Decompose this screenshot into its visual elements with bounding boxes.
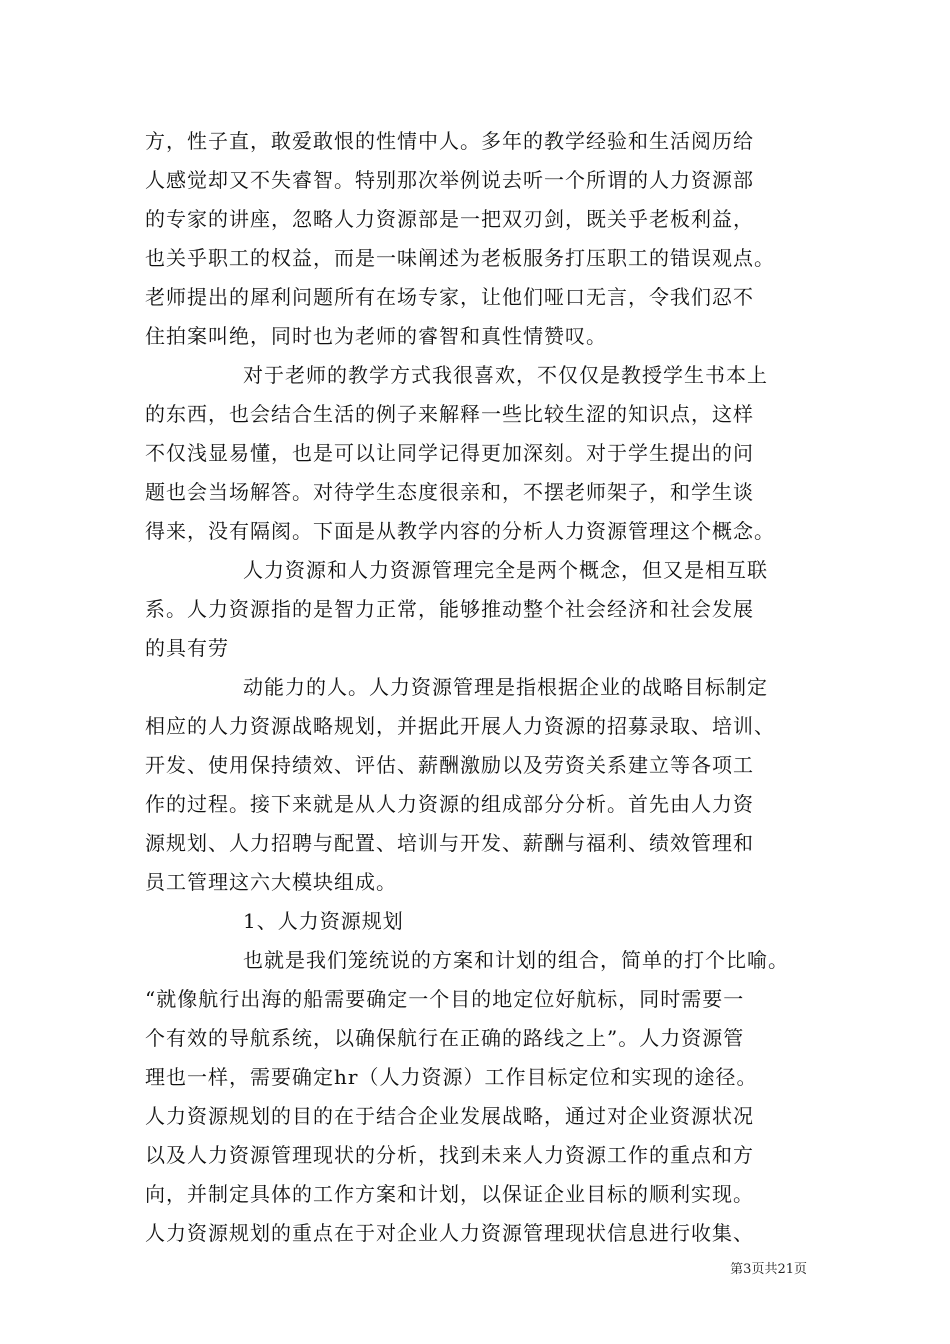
text-line: 向，并制定具体的工作方案和计划，以保证企业目标的顺利实现。 xyxy=(145,1182,754,1206)
paragraph-start-line: 人力资源和人力资源管理完全是两个概念，但又是相互联 xyxy=(243,558,768,582)
text-line: 相应的人力资源战略规划，并据此开展人力资源的招募录取、培训、 xyxy=(145,714,775,738)
text-line: 的具有劳 xyxy=(145,636,229,660)
text-line: 住拍案叫绝，同时也为老师的睿智和真性情赞叹。 xyxy=(145,324,607,348)
text-line: 源规划、人力招聘与配置、培训与开发、薪酬与福利、绩效管理和 xyxy=(145,831,754,855)
text-line: 也关乎职工的权益，而是一味阐述为老板服务打压职工的错误观点。 xyxy=(145,246,775,270)
text-line: 作的过程。接下来就是从人力资源的组成部分分析。首先由人力资 xyxy=(145,792,754,816)
text-line: 人力资源规划的目的在于结合企业发展战略，通过对企业资源状况 xyxy=(145,1104,754,1128)
text-line: 的专家的讲座，忽略人力资源部是一把双刃剑，既关乎老板利益， xyxy=(145,207,754,231)
page-number-footer: 第3页共21页 xyxy=(730,1262,807,1277)
paragraph-start-line: 动能力的人。人力资源管理是指根据企业的战略目标制定 xyxy=(243,675,768,699)
text-line: 方，性子直，敢爱敢恨的性情中人。多年的教学经验和生活阅历给 xyxy=(145,129,754,153)
text-line: 老师提出的犀利问题所有在场专家，让他们哑口无言，令我们忍不 xyxy=(145,285,754,309)
paragraph-start-line: 对于老师的教学方式我很喜欢，不仅仅是教授学生书本上 xyxy=(243,363,768,387)
paragraph-start-line: 也就是我们笼统说的方案和计划的组合，简单的打个比喻。 xyxy=(243,948,789,972)
text-line: 以及人力资源管理现状的分析，找到未来人力资源工作的重点和方 xyxy=(145,1143,754,1167)
text-line: 得来，没有隔阂。下面是从教学内容的分析人力资源管理这个概念。 xyxy=(145,519,775,543)
text-line: “就像航行出海的船需要确定一个目的地定位好航标，同时需要一 xyxy=(145,987,745,1011)
text-line: 题也会当场解答。对待学生态度很亲和，不摆老师架子，和学生谈 xyxy=(145,480,754,504)
text-line: 个有效的导航系统，以确保航行在正确的路线之上”。人力资源管 xyxy=(145,1026,745,1050)
text-line: 理也一样，需要确定hr（人力资源）工作目标定位和实现的途径。 xyxy=(145,1065,758,1089)
text-line: 人感觉却又不失睿智。特别那次举例说去听一个所谓的人力资源部 xyxy=(145,168,754,192)
text-line: 开发、使用保持绩效、评估、薪酬激励以及劳资关系建立等各项工 xyxy=(145,753,754,777)
text-line: 人力资源规划的重点在于对企业人力资源管理现状信息进行收集、 xyxy=(145,1221,754,1245)
text-line: 系。人力资源指的是智力正常，能够推动整个社会经济和社会发展 xyxy=(145,597,754,621)
section-heading: 1、人力资源规划 xyxy=(243,909,404,933)
text-line: 的东西，也会结合生活的例子来解释一些比较生涩的知识点，这样 xyxy=(145,402,754,426)
text-line: 不仅浅显易懂，也是可以让同学记得更加深刻。对于学生提出的问 xyxy=(145,441,754,465)
text-line: 员工管理这六大模块组成。 xyxy=(145,870,397,894)
